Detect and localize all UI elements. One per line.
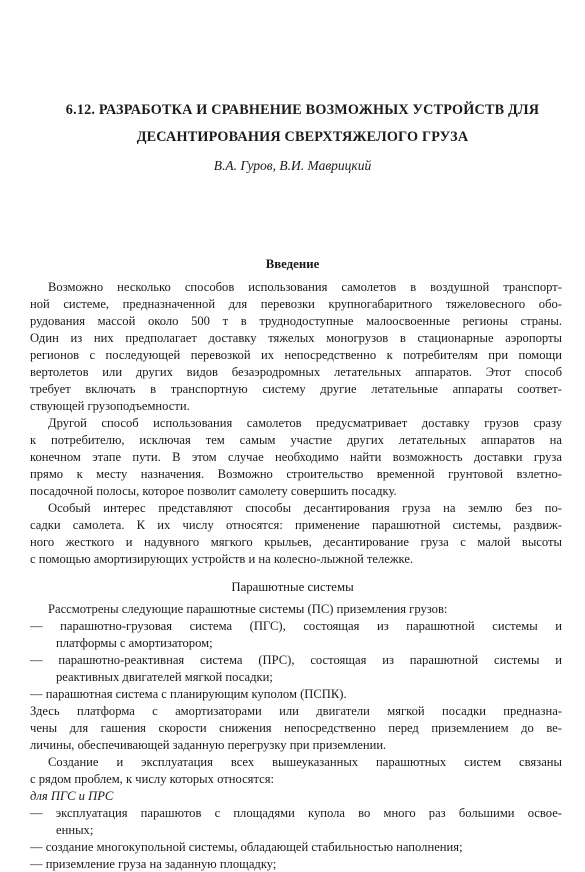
list-item: — парашютная система с планирующим куполом (ПСПК). bbox=[30, 687, 347, 701]
subheading-pgs-prs: для ПГС и ПРС bbox=[30, 789, 114, 803]
paragraph-line: рудования массой около 500 т в труднодоступные малоосвоенные регионы страны. bbox=[30, 314, 562, 328]
authors: В.А. Гуров, В.И. Маврицкий bbox=[213, 158, 372, 173]
paragraph-line: чены для гашения скорости снижения непосредственно перед приземлением до ве- bbox=[30, 721, 562, 735]
paragraph-line: ствующей грузоподъемности. bbox=[30, 399, 190, 413]
paragraph-line: посадочной полосы, которое позволит самолету совершить посадку. bbox=[30, 484, 397, 498]
list-item: — парашютно-грузовая система (ПГС), состоящая из парашютной системы и bbox=[30, 619, 562, 633]
list-item: — эксплуатация парашютов с площадями купола во много раз большими освое- bbox=[30, 806, 562, 820]
list-item-continuation: платформы с амортизатором; bbox=[56, 636, 213, 650]
list-item-continuation: реактивных двигателей мягкой посадки; bbox=[56, 670, 273, 684]
paragraph-line: личины, обеспечивающей заданную перегрузку при приземлении. bbox=[30, 738, 387, 752]
section-heading-introduction: Введение bbox=[265, 257, 320, 271]
paragraph-line: с рядом проблем, к числу которых относятся: bbox=[30, 772, 274, 786]
paragraph-line: Возможно несколько способов использования самолетов в воздушной транспорт- bbox=[48, 280, 562, 294]
paragraph-line: Другой способ использования самолетов предусматривает доставку грузов сразу bbox=[48, 416, 562, 430]
list-item: — приземление груза на заданную площадку; bbox=[30, 857, 277, 871]
paragraph-line: с помощью амортизирующих устройств и на колесно-лыжной тележке. bbox=[30, 552, 414, 566]
paper-title bbox=[40, 97, 565, 151]
paragraph-line: Один из них предполагает доставку тяжелых моногрузов в стационарные аэропорты bbox=[30, 331, 562, 345]
paragraph-line: требует включать в транспортную систему другие летательные аппараты соответ- bbox=[30, 382, 562, 396]
paragraph-line: ного жесткого и надувного мягкого крыльев, десантирование груза с малой высоты bbox=[30, 535, 562, 549]
section-heading-parachute-systems: Парашютные системы bbox=[231, 580, 354, 594]
paragraph-line: садки самолета. К их числу относятся: применение парашютной системы, раздвиж- bbox=[30, 518, 562, 532]
title-line-2: ДЕСАНТИРОВАНИЯ СВЕРХТЯЖЕЛОГО ГРУЗА bbox=[136, 129, 469, 145]
paragraph-line: регионов с последующей перевозкой их непосредственно к потребителям при помощи bbox=[30, 348, 562, 362]
paragraph-line: Здесь платформа с амортизаторами или двигатели мягкой посадки предназна- bbox=[30, 704, 562, 718]
list-item: — парашютно-реактивная система (ПРС), состоящая из парашютной системы и bbox=[30, 653, 562, 667]
list-item: — создание многокупольной системы, обладающей стабильностью наполнения; bbox=[30, 840, 463, 854]
paragraph-line: Создание и эксплуатация всех вышеуказанных парашютных систем связаны bbox=[48, 755, 562, 769]
paragraph-line: прямо к месту назначения. Возможно строительство временной грунтовой взлетно- bbox=[30, 467, 562, 481]
list-item-continuation: енных; bbox=[56, 823, 94, 837]
paragraph-line: Рассмотрены следующие парашютные системы (ПС) приземления грузов: bbox=[48, 602, 448, 616]
paragraph-line: к потребителю, исключая тем самым участие других летательных аппаратов на bbox=[30, 433, 562, 447]
paragraph-line: вертолетов или других видов безаэродромных летательных аппаратов. Этот способ bbox=[30, 365, 562, 379]
paragraph-line: конечном этапе пути. В этом случае необходимо найти возможность доставки груза bbox=[30, 450, 562, 464]
paragraph-line: ной системе, предназначенной для перевозки крупногабаритного тяжеловесного обо- bbox=[30, 297, 562, 311]
paragraph-line: Особый интерес представляют способы десантирования груза на землю без по- bbox=[48, 501, 562, 515]
title-line-1: 6.12. РАЗРАБОТКА И СРАВНЕНИЕ ВОЗМОЖНЫХ УСТРОЙСТВ ДЛЯ bbox=[65, 102, 540, 118]
